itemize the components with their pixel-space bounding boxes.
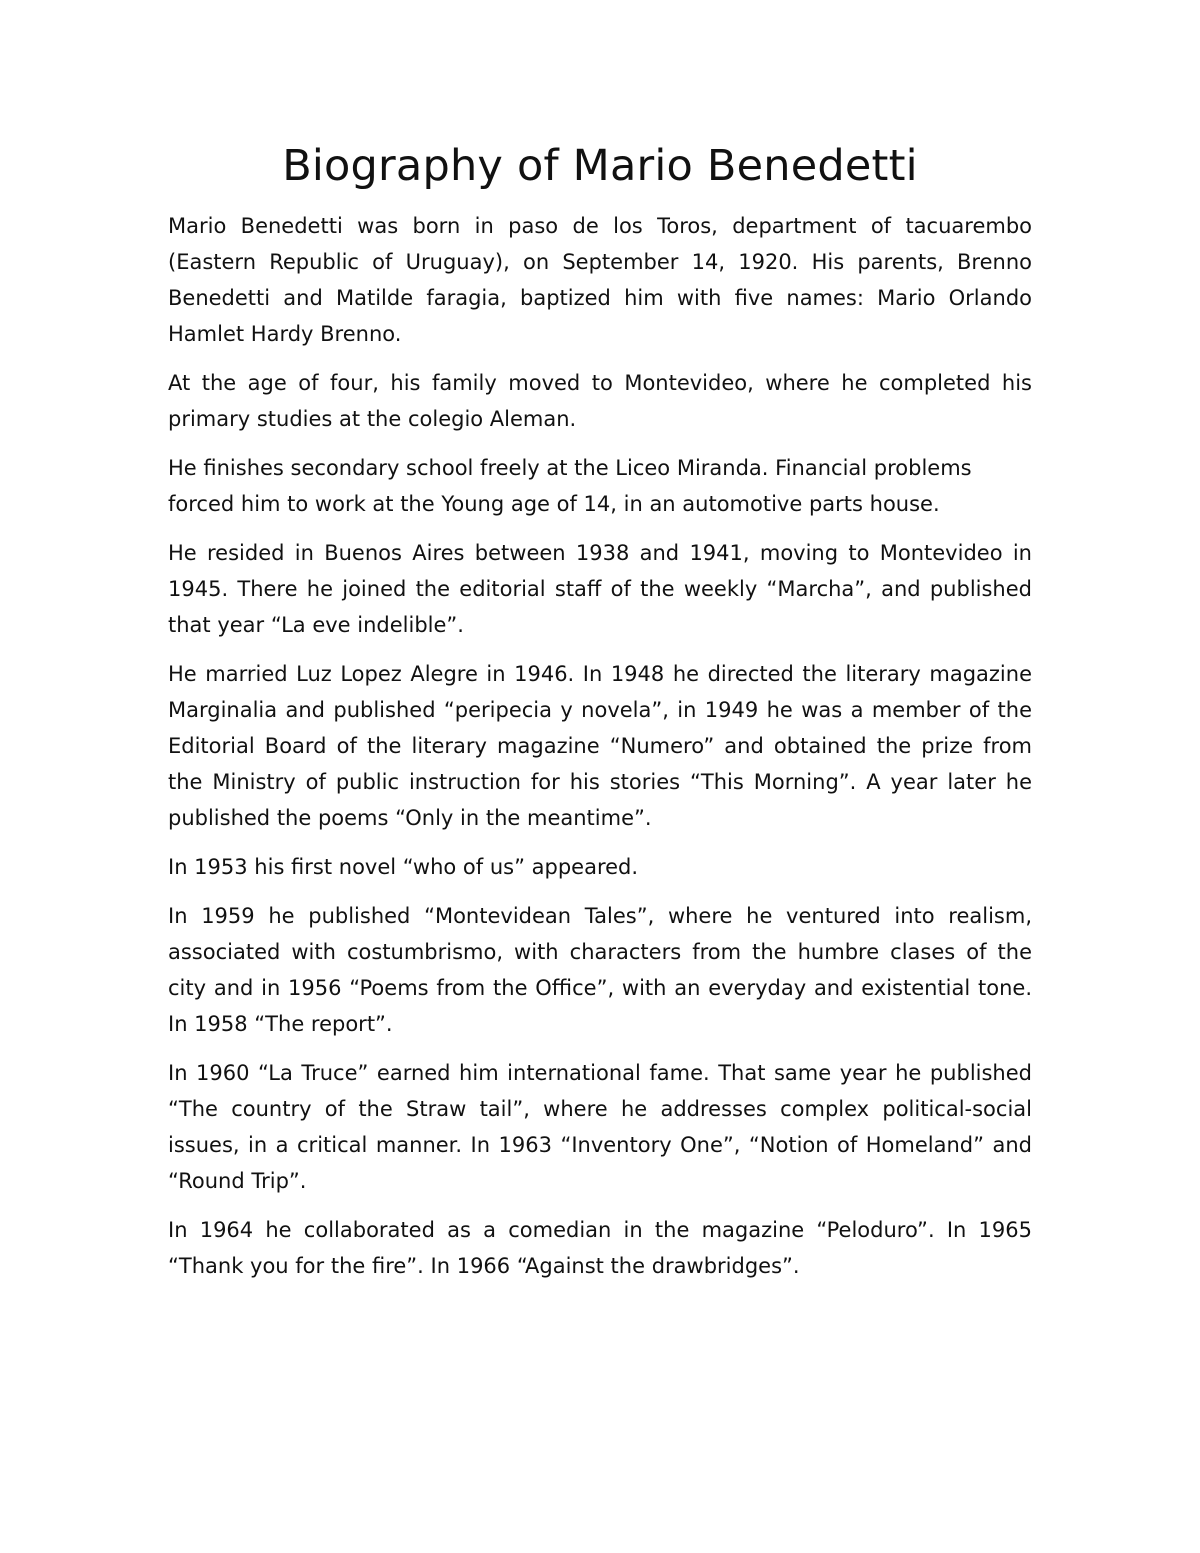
paragraph-montevidean-tales: In 1959 he published “Montevidean Tales”, where he ventured into realism, associated with costumbrismo, with characters from the humbre clases of the city and in 1956 “Poems from the Office”, with an everyday and existential tone. In 1958 “The report”. bbox=[168, 903, 1032, 1036]
paragraph-marriage: He married Luz Lopez Alegre in 1946. In 1948 he directed the literary magazine Marginalia and published “peripecia y novela”, in 1949 he was a member of the Editorial Board of the literary magazine “Numero” and obtained the prize from the Ministry of public instruction for his stories “This Morning”. A year later he published the poems “Only in the meantime”. bbox=[168, 661, 1032, 830]
document-title: Biography of Mario Benedetti bbox=[282, 141, 918, 191]
paragraph-birth: Mario Benedetti was born in paso de los Toros, department of tacuarembo (Eastern Republic of Uruguay), on September 14, 1920. His parents, Brenno Benedetti and Matilde faragia, baptized him with five names: Mario Orlando Hamlet Hardy Brenno. bbox=[168, 213, 1032, 346]
paragraph-first-novel: In 1953 his first novel “who of us” appeared. bbox=[168, 854, 639, 879]
paragraph-childhood: At the age of four, his family moved to Montevideo, where he completed his primary studies at the colegio Aleman. bbox=[168, 370, 1032, 431]
paragraph-la-truce: In 1960 “La Truce” earned him international fame. That same year he published “The country of the Straw tail”, where he addresses complex political-social issues, in a critical manner. In 1963 “Inventory One”, “Notion of Homeland” and “Round Trip”. bbox=[168, 1060, 1032, 1193]
paragraph-buenos-aires: He resided in Buenos Aires between 1938 and 1941, moving to Montevideo in 1945. There he joined the editorial staff of the weekly “Marcha”, and published that year “La eve indelible”. bbox=[168, 540, 1032, 637]
paragraph-peloduro: In 1964 he collaborated as a comedian in the magazine “Peloduro”. In 1965 “Thank you for the fire”. In 1966 “Against the drawbridges”. bbox=[168, 1217, 1032, 1278]
paragraph-secondary-school: He finishes secondary school freely at the Liceo Miranda. Financial problems forced him to work at the Young age of 14, in an automotive parts house. bbox=[168, 455, 972, 516]
